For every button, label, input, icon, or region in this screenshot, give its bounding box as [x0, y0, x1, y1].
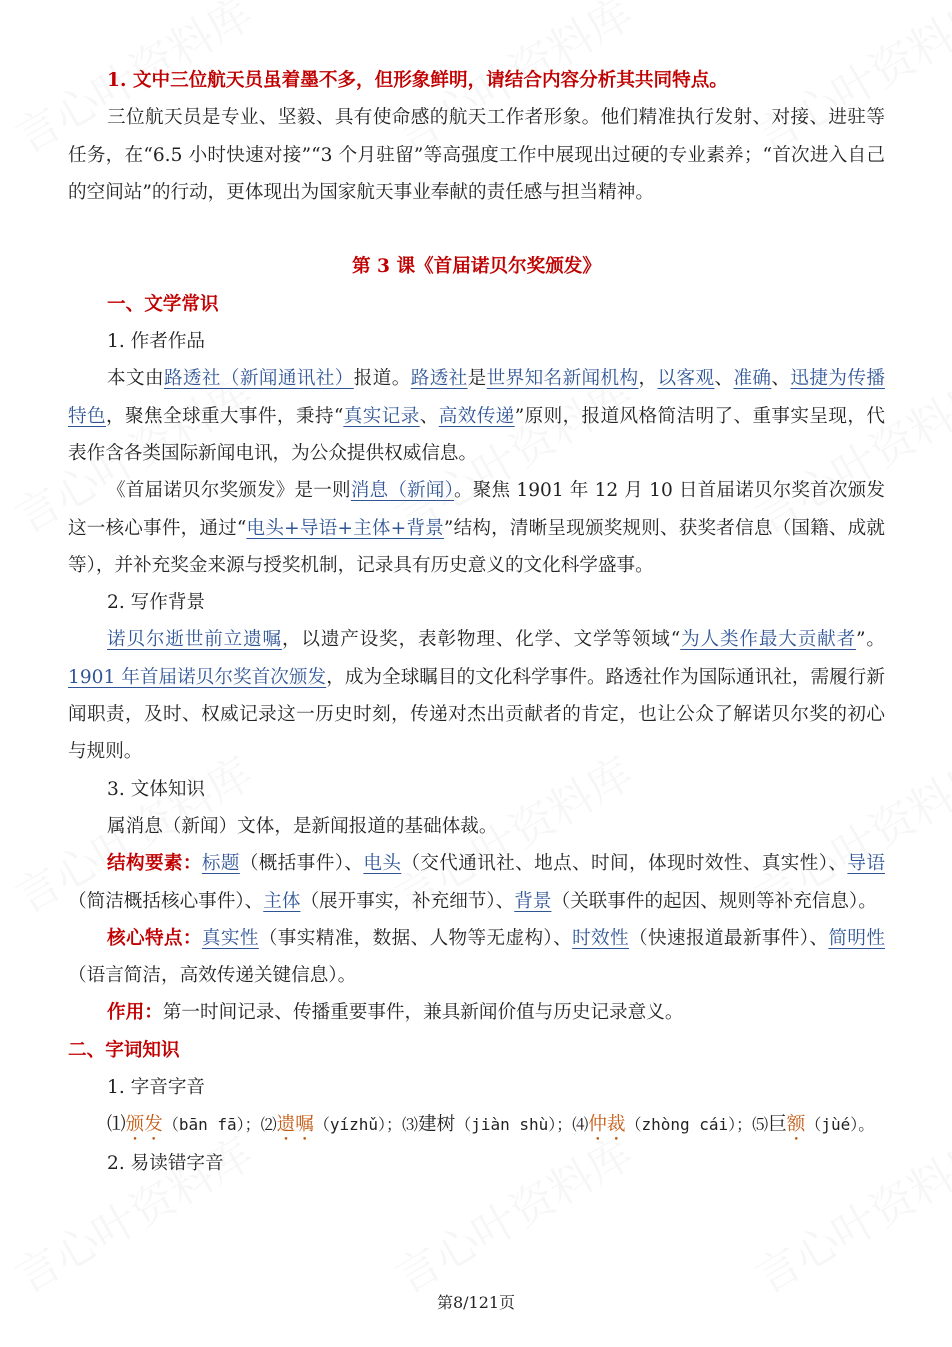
- spacer: [68, 211, 885, 248]
- text: 1. 作者作品: [107, 331, 206, 353]
- text: （展开事实，补充细节）、: [300, 890, 515, 912]
- paragraph: [68, 1069, 885, 1106]
- text: 是: [467, 368, 487, 390]
- paragraph: [68, 1032, 885, 1069]
- text: 属消息（新闻）文体，是新闻报道的基础体裁。: [107, 815, 498, 837]
- document-body: [68, 62, 885, 1183]
- text: 2. 易读错字音: [107, 1153, 224, 1175]
- emphasis-text: 二、字词知识: [68, 1039, 180, 1061]
- emphasis-text: 结构要素：: [107, 853, 202, 875]
- pinyin: （bān fā）；⑵: [162, 1115, 277, 1135]
- text: 。聚焦 1901 年 12 月 10 日首届诺贝尔奖首次颁发这一核心事件，通过“: [68, 480, 885, 539]
- text: 、: [419, 405, 439, 427]
- key-term: 为人类作最大贡献者: [680, 629, 857, 651]
- text: ”原则，报道风格简洁明了、重事实呈现，代表作含各类国际新闻电讯，为公众提供权威信息。: [68, 405, 885, 464]
- text: （快速报道最新事件）、: [629, 927, 829, 949]
- marked-char: 颁发: [125, 1114, 163, 1136]
- key-term: 背景: [514, 890, 552, 912]
- text: 2. 写作背景: [107, 592, 206, 614]
- pinyin: （jiàn shù）；⑷: [455, 1115, 589, 1135]
- paragraph: [68, 248, 885, 285]
- key-term: 消息（新闻）: [350, 480, 455, 502]
- text: ”。: [856, 629, 885, 651]
- key-term: 标题: [201, 853, 240, 875]
- text: （事实精准，数据、人物等无虚构）、: [258, 927, 573, 949]
- text: 、: [714, 368, 734, 390]
- key-term: 世界知名新闻机构: [486, 368, 639, 390]
- key-term: 诺贝尔逝世前立遗嘱: [107, 629, 282, 651]
- text: （概括事件）、: [239, 853, 364, 875]
- emphasis-text: 1. 文中三位航天员虽着墨不多，但形象鲜明，请结合内容分析其共同特点。: [107, 70, 728, 91]
- pinyin: （zhòng cái）；⑸: [625, 1115, 769, 1135]
- pinyin: （jùé）。: [805, 1115, 875, 1135]
- text: ”结构，清晰呈现颁奖规则、获奖者信息（国籍、成就等），并补充奖金来源与授奖机制，记录具有历史意义的文化科学盛事。: [68, 517, 885, 576]
- text: ，聚焦全球重大事件，秉持“: [105, 405, 344, 427]
- key-term: 电头+导语+主体+背景: [246, 517, 444, 539]
- text: （关联事件的起因、规则等补充信息）。: [551, 890, 877, 912]
- key-term: 高效传递: [438, 405, 515, 427]
- key-term: 真实记录: [343, 405, 420, 427]
- text: 、: [771, 368, 791, 390]
- marked-char: 额: [786, 1114, 806, 1136]
- emphasis-text: 一、文学常识: [107, 293, 219, 315]
- paragraph: [68, 99, 885, 211]
- paragraph: [68, 920, 885, 995]
- key-term: 时效性: [572, 927, 630, 949]
- key-term: 迅捷为传播特色: [68, 368, 885, 427]
- paragraph: [68, 1145, 885, 1182]
- paragraph: [68, 360, 885, 472]
- text: 第一时间记录、传播重要事件，兼具新闻价值与历史记录意义。: [162, 1002, 684, 1024]
- paragraph: [68, 472, 885, 584]
- text: （语言简洁，高效传递关键信息）。: [68, 965, 357, 987]
- marked-char: 仲裁: [588, 1114, 626, 1136]
- key-term: 真实性: [201, 927, 259, 949]
- key-term: 路透社: [410, 368, 468, 390]
- key-term: 主体: [263, 890, 301, 912]
- key-term: 导语: [847, 853, 885, 875]
- emphasis-text: 作用：: [107, 1002, 163, 1024]
- text: （简洁概括核心事件）、: [68, 890, 264, 912]
- text: 建树: [418, 1114, 456, 1136]
- key-term: 1901 年首届诺贝尔奖首次颁发: [68, 666, 327, 688]
- text: ，以遗产设奖，表彰物理、化学、文学等领域“: [281, 629, 681, 651]
- emphasis-text: 核心特点：: [107, 927, 202, 949]
- text: ，: [638, 368, 658, 390]
- emphasis-text: 第 3 课《首届诺贝尔奖颁发》: [351, 256, 601, 278]
- paragraph: [68, 621, 885, 770]
- paragraph: [68, 771, 885, 808]
- key-term: 简明性: [828, 927, 885, 949]
- paragraph: [68, 62, 885, 99]
- paragraph: [68, 584, 885, 621]
- text: ⑴: [107, 1114, 126, 1136]
- page-number: 第8/121页: [436, 1293, 516, 1312]
- marked-char: 遗嘱: [276, 1114, 314, 1136]
- key-term: 准确: [733, 368, 772, 390]
- pinyin: （yízhǔ）；⑶: [313, 1115, 418, 1135]
- paragraph: [68, 808, 885, 845]
- text: 本文由: [107, 368, 164, 390]
- key-term: 电头: [363, 853, 402, 875]
- paragraph: [68, 323, 885, 360]
- text: 三位航天员是专业、坚毅、具有使命感的航天工作者形象。他们精准执行发射、对接、进驻等任务，在“6.5 小时快速对接”“3 个月驻留”等高强度工作中展现出过硬的专业素养；“首次进入自己的空间站”的行动，更体现出为国家航天事业奉献的责任感与担当精神。: [68, 107, 885, 203]
- text: 《首届诺贝尔奖颁发》是一则: [107, 480, 351, 502]
- text: ，成为全球瞩目的文化科学事件。路透社作为国际通讯社，需履行新闻职责，及时、权威记录这一历史时刻，传递对杰出贡献者的肯定，也让公众了解诺贝尔奖的初心与规则。: [68, 666, 885, 763]
- key-term: 以客观: [657, 368, 715, 390]
- paragraph: [68, 286, 885, 323]
- text: 巨: [768, 1114, 787, 1136]
- text: 1. 字音字音: [107, 1077, 206, 1099]
- key-term: 路透社（新闻通讯社）: [163, 368, 354, 390]
- text: 3. 文体知识: [107, 778, 206, 800]
- paragraph: [68, 994, 885, 1031]
- text: 报道。: [353, 368, 411, 390]
- paragraph: [68, 1106, 885, 1145]
- text: （交代通讯社、地点、时间，体现时效性、真实性）、: [401, 853, 848, 875]
- paragraph: [68, 845, 885, 920]
